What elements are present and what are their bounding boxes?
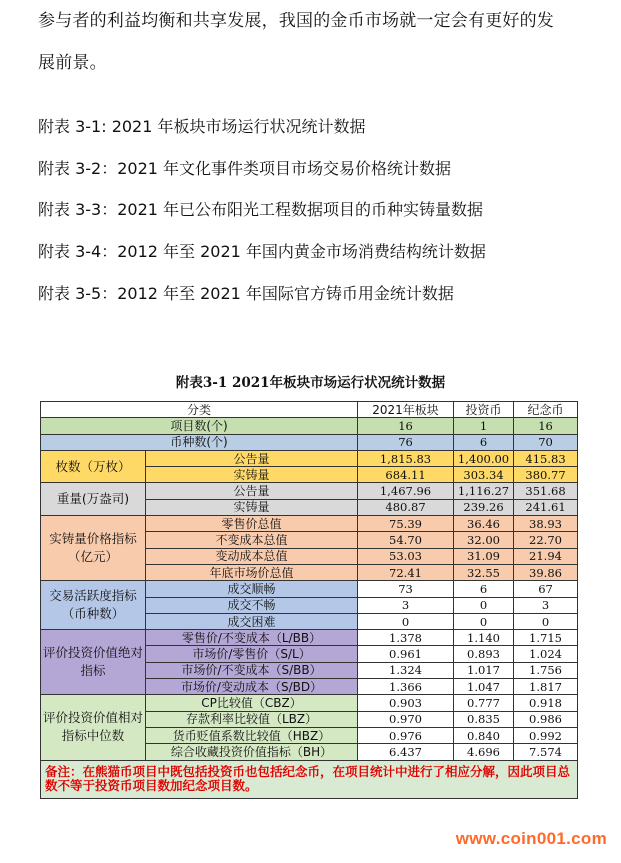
cell-value: 32.55: [454, 564, 514, 580]
cell-value: 72.41: [358, 564, 454, 580]
cell-value: 7.574: [514, 744, 578, 760]
table-row: [41, 630, 578, 646]
table-row: [41, 418, 578, 434]
cell-value: 22.70: [514, 532, 578, 548]
group-label-weight: 重量(万盎司): [41, 483, 146, 516]
cell-value: 0: [514, 613, 578, 629]
cell-value: 0.893: [454, 646, 514, 662]
header-category: 分类: [41, 402, 358, 418]
cell-value: 0.976: [358, 727, 454, 743]
group-label-activity: 交易活跃度指标（币种数）: [41, 581, 146, 630]
cell-value: 480.87: [358, 499, 454, 515]
cell-value: 4.696: [454, 744, 514, 760]
row-label: 成交顺畅: [146, 581, 358, 597]
row-label: 公告量: [146, 483, 358, 499]
row-label: 零售价/不变成本（L/BB）: [146, 630, 358, 646]
cell-value: 6: [454, 434, 514, 450]
cell-value: 6.437: [358, 744, 454, 760]
header-col-2021: 2021年板块: [358, 402, 454, 418]
intro-line-1: 参与者的利益均衡和共享发展，我国的金币市场就一定会有更好的发: [38, 11, 554, 31]
table-row: [41, 695, 578, 711]
cell-value: 1,815.83: [358, 450, 454, 466]
cell-value: 32.00: [454, 532, 514, 548]
cell-value: 0.992: [514, 727, 578, 743]
row-label: 综合收藏投资价值指标（BH）: [146, 744, 358, 760]
cell-value: 1,116.27: [454, 483, 514, 499]
cell-value: 1.756: [514, 662, 578, 678]
cell-value: 73: [358, 581, 454, 597]
table-header-row: [41, 402, 578, 418]
cell-value: 0.918: [514, 695, 578, 711]
cell-value: 0.777: [454, 695, 514, 711]
cell-value: 0.970: [358, 711, 454, 727]
cell-value: 1.017: [454, 662, 514, 678]
cell-value: 0.903: [358, 695, 454, 711]
cell-value: 21.94: [514, 548, 578, 564]
header-col-investment: 投资币: [454, 402, 514, 418]
row-label: 实铸量: [146, 467, 358, 483]
cell-value: 76: [358, 434, 454, 450]
cell-value: 0: [358, 613, 454, 629]
cell-value: 351.68: [514, 483, 578, 499]
cell-value: 54.70: [358, 532, 454, 548]
row-label: 项目数(个): [41, 418, 358, 434]
table-note: 备注：在熊猫币项目中既包括投资币也包括纪念币，在项目统计中进行了相应分解，因此项目总数不等于投资币项目数加纪念项目数。: [41, 760, 578, 798]
cell-value: 1.047: [454, 679, 514, 695]
group-label-pieces: 枚数（万枚）: [41, 450, 146, 483]
cell-value: 31.09: [454, 548, 514, 564]
table-row: [41, 434, 578, 450]
row-label: 币种数(个): [41, 434, 358, 450]
cell-value: 1.024: [514, 646, 578, 662]
cell-value: 3: [358, 597, 454, 613]
row-label: 年底市场价总值: [146, 564, 358, 580]
cell-value: 0: [454, 597, 514, 613]
group-label-relative: 评价投资价值相对指标中位数: [41, 695, 146, 760]
appendix-item: 附表 3-2：2021 年文化事件类项目市场交易价格统计数据: [38, 159, 452, 178]
appendix-item: 附表 3-3：2021 年已公布阳光工程数据项目的币种实铸量数据: [38, 200, 484, 219]
table-note-row: [41, 760, 578, 798]
cell-value: 6: [454, 581, 514, 597]
cell-value: 53.03: [358, 548, 454, 564]
cell-value: 684.11: [358, 467, 454, 483]
cell-value: 239.26: [454, 499, 514, 515]
cell-value: 303.34: [454, 467, 514, 483]
cell-value: 67: [514, 581, 578, 597]
cell-value: 1,467.96: [358, 483, 454, 499]
cell-value: 1,400.00: [454, 450, 514, 466]
cell-value: 70: [514, 434, 578, 450]
cell-value: 1.378: [358, 630, 454, 646]
row-label: 成交不畅: [146, 597, 358, 613]
table-row: [41, 483, 578, 499]
appendix-item: 附表 3-1: 2021 年板块市场运行状况统计数据: [38, 117, 366, 136]
cell-value: 3: [514, 597, 578, 613]
cell-value: 75.39: [358, 516, 454, 532]
group-label-absolute: 评价投资价值绝对指标: [41, 630, 146, 695]
watermark: www.coin001.com: [455, 829, 607, 848]
row-label: 公告量: [146, 450, 358, 466]
row-label: 市场价/变动成本（S/BD）: [146, 679, 358, 695]
table-title: 附表3-1 2021年板块市场运行状况统计数据: [175, 375, 446, 391]
table-row: [41, 450, 578, 466]
cell-value: 0.835: [454, 711, 514, 727]
row-label: 市场价/不变成本（S/BB）: [146, 662, 358, 678]
header-col-commemorative: 纪念币: [514, 402, 578, 418]
intro-line-2: 展前景。: [38, 53, 107, 73]
row-label: CP比较值（CBZ）: [146, 695, 358, 711]
group-label-price: 实铸量价格指标（亿元）: [41, 516, 146, 581]
row-label: 实铸量: [146, 499, 358, 515]
cell-value: 1.324: [358, 662, 454, 678]
row-label: 市场价/零售价（S/L）: [146, 646, 358, 662]
cell-value: 1.817: [514, 679, 578, 695]
row-label: 成交困难: [146, 613, 358, 629]
cell-value: 0.986: [514, 711, 578, 727]
cell-value: 1.366: [358, 679, 454, 695]
cell-value: 0: [454, 613, 514, 629]
cell-value: 39.86: [514, 564, 578, 580]
statistics-table: [40, 401, 578, 799]
cell-value: 0.961: [358, 646, 454, 662]
appendix-item: 附表 3-5：2012 年至 2021 年国际官方铸币用金统计数据: [38, 284, 454, 303]
table-row: [41, 516, 578, 532]
cell-value: 380.77: [514, 467, 578, 483]
cell-value: 241.61: [514, 499, 578, 515]
cell-value: 16: [514, 418, 578, 434]
row-label: 货币贬值系数比较值（HBZ）: [146, 727, 358, 743]
table-row: [41, 581, 578, 597]
row-label: 不变成本总值: [146, 532, 358, 548]
row-label: 存款利率比较值（LBZ）: [146, 711, 358, 727]
cell-value: 38.93: [514, 516, 578, 532]
cell-value: 1: [454, 418, 514, 434]
row-label: 变动成本总值: [146, 548, 358, 564]
appendix-item: 附表 3-4：2012 年至 2021 年国内黄金市场消费结构统计数据: [38, 242, 486, 261]
cell-value: 1.715: [514, 630, 578, 646]
cell-value: 36.46: [454, 516, 514, 532]
cell-value: 415.83: [514, 450, 578, 466]
cell-value: 1.140: [454, 630, 514, 646]
cell-value: 0.840: [454, 727, 514, 743]
row-label: 零售价总值: [146, 516, 358, 532]
cell-value: 16: [358, 418, 454, 434]
